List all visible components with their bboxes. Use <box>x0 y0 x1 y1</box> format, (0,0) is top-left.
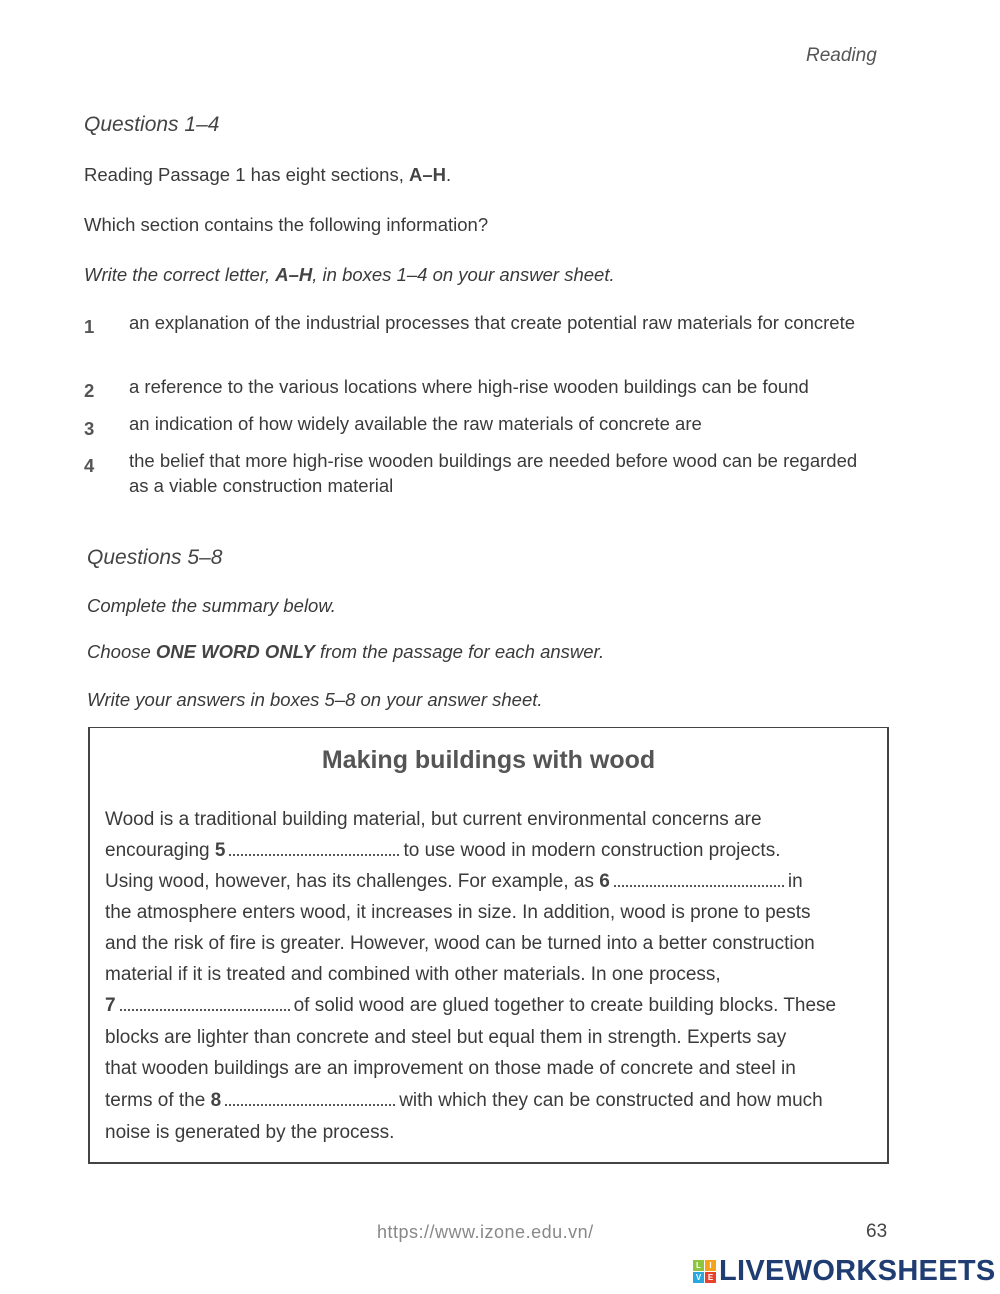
footer-url[interactable]: https://www.izone.edu.vn/ <box>377 1222 594 1242</box>
instr-post: from the passage for each answer. <box>314 641 605 662</box>
text: terms of the <box>105 1090 211 1111</box>
page-number: 63 <box>866 1221 888 1242</box>
summary-line: blocks are lighter than concrete and steel but equal them in strength. Experts say <box>105 1027 787 1048</box>
text: with which they can be constructed and how much <box>399 1090 823 1111</box>
intro-pre: Reading Passage 1 has eight sections, <box>84 164 409 185</box>
text: to use wood in modern construction projects. <box>403 840 781 861</box>
intro-post: . <box>446 164 452 185</box>
summary-line <box>105 995 836 1017</box>
instr-pre: Choose <box>87 641 156 662</box>
summary-line: and the risk of fire is greater. However, wood can be turned into a better construction <box>105 933 815 954</box>
instr-post: , in boxes 1–4 on your answer sheet. <box>312 264 615 285</box>
logo-tiles-icon <box>693 1260 716 1283</box>
text: of solid wood are glued together to create building blocks. These <box>293 995 837 1016</box>
gap-number: 7 <box>105 995 116 1016</box>
summary-line <box>105 840 780 862</box>
item-number: 3 <box>84 418 95 439</box>
section-heading-q1-4: Questions 1–4 <box>84 113 220 136</box>
instruction-text: Complete the summary below. <box>87 595 336 616</box>
text: encouraging <box>105 840 215 861</box>
text: Using wood, however, has its challenges. For example, as <box>105 871 600 892</box>
item-number: 1 <box>84 316 95 337</box>
logo-tile: L <box>693 1260 704 1271</box>
instr-bold: ONE WORD ONLY <box>155 641 315 662</box>
item-number: 4 <box>84 455 95 476</box>
intro-text <box>84 164 451 186</box>
summary-line: that wooden buildings are an improvement on those made of concrete and steel in <box>105 1058 796 1079</box>
summary-line: Wood is a traditional building material, but current environmental concerns are <box>105 809 762 830</box>
instr-pre: Write the correct letter, <box>84 264 276 285</box>
answer-blank-6[interactable] <box>614 873 784 887</box>
summary-line: noise is generated by the process. <box>105 1122 395 1143</box>
answer-blank-5[interactable] <box>229 842 399 856</box>
logo-text: LIVEWORKSHEETS <box>719 1255 996 1287</box>
list-item: a reference to the various locations where high-rise wooden buildings can be found <box>129 376 809 397</box>
summary-line: material if it is treated and combined with other materials. In one process, <box>105 964 721 985</box>
list-item: an explanation of the industrial processes that create potential raw materials for concrete <box>129 312 856 333</box>
intro-bold: A–H <box>409 164 447 185</box>
summary-line <box>105 871 803 893</box>
list-item: the belief that more high-rise wooden buildings are needed before wood can be regarded as a viable construction material <box>129 450 858 496</box>
text: in <box>787 871 803 892</box>
liveworksheets-logo <box>693 1255 996 1288</box>
summary-line <box>105 1090 823 1112</box>
section-heading-q5-8: Questions 5–8 <box>87 546 223 569</box>
instruction-text <box>87 641 604 663</box>
gap-number: 6 <box>599 871 610 892</box>
logo-tile: E <box>705 1272 716 1283</box>
question-text: Which section contains the following information? <box>84 214 489 235</box>
summary-title: Making buildings with wood <box>321 746 656 774</box>
gap-number: 5 <box>214 840 226 861</box>
instr-bold: A–H <box>275 264 313 285</box>
instruction-text: Write your answers in boxes 5–8 on your answer sheet. <box>87 689 543 710</box>
gap-number: 8 <box>210 1090 222 1111</box>
logo-tile: I <box>705 1260 716 1271</box>
running-header: Reading <box>806 45 877 66</box>
instruction-text <box>84 264 615 286</box>
summary-box <box>88 727 889 1164</box>
summary-line: the atmosphere enters wood, it increases in size. In addition, wood is prone to pests <box>105 902 811 923</box>
answer-blank-8[interactable] <box>225 1092 395 1106</box>
list-item: an indication of how widely available the raw materials of concrete are <box>129 413 702 434</box>
logo-tile: V <box>693 1272 704 1283</box>
answer-blank-7[interactable] <box>120 997 290 1011</box>
item-number: 2 <box>84 380 95 401</box>
